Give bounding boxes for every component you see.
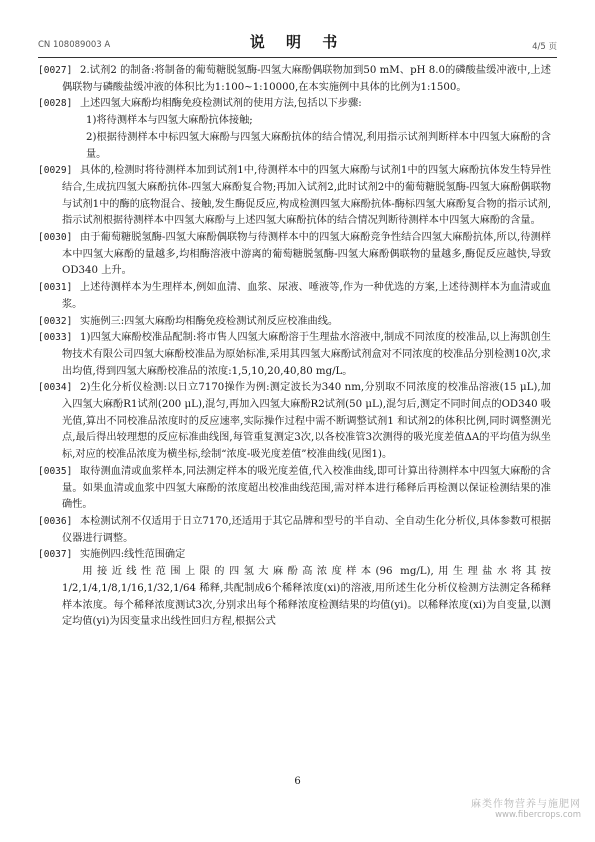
paragraph-text: 本检测试剂不仅适用于日立7170,还适用于其它品牌和型号的半自动、全自动生化分析仪,具体参数可根据仪器进行调整。 (62, 515, 551, 544)
site-watermark (471, 795, 581, 820)
paragraph-number: [0035] (38, 465, 73, 477)
paragraph-number: [0029] (38, 165, 73, 177)
paragraph-text: 用接近线性范围上限的四氢大麻酚高浓度样本(96 mg/L),用生理盐水将其按1/2,1/4,1/8,1/16,1/32,1/64 稀释,共配制成6个稀释浓度(xi)的溶液,用所述生化分析仪检测方法测定各稀释样本浓度。每个稀释浓度测试3次,分别求出每个稀释浓度检测结果的均值(yi)。以稀释浓度(xi)为自变量,以测定均值(yi)为因变量求出线性回归方程,根据公式 (62, 566, 551, 628)
paragraph (38, 464, 551, 514)
paragraph (62, 564, 551, 631)
paragraph (38, 314, 551, 331)
patent-number: CN 108089003 A (38, 40, 111, 50)
paragraph (38, 380, 551, 464)
paragraph-number: [0030] (38, 232, 73, 244)
page-number: 6 (294, 776, 301, 787)
paragraph (38, 547, 551, 564)
paragraph-number: [0027] (38, 65, 73, 76)
page-header (38, 28, 557, 56)
paragraph (38, 96, 551, 113)
paragraph (38, 280, 551, 313)
paragraph-text: 实施例三:四氢大麻酚均相酶免疫检测试剂反应校准曲线。 (80, 315, 339, 327)
watermark-site-name: 麻类作物营养与施肥网 (471, 799, 581, 810)
paragraph-text: 1)将待测样本与四氢大麻酚抗体接触; (86, 115, 253, 127)
paragraph-text: 2)根据待测样本中标四氢大麻酚与四氢大麻酚抗体的结合情况,利用指示试剂判断样本中四氢大麻酚的含量。 (86, 131, 551, 160)
page-indicator: 4/5 页 (532, 42, 557, 52)
paragraph-number: [0028] (38, 98, 73, 110)
paragraph-text: 2)生化分析仪检测:以日立7170操作为例:测定波长为340 nm,分别取不同浓度的校准品溶液(15 μL),加入四氢大麻酚R1试剂(200 μL),混匀,再加入四氢大麻酚R2试剂(50 μL),混匀后,测定不同时间点的OD340 吸光值,算出不同校准品浓度时的反应速率,实际操作过程中需不断调整试剂1 和试剂2的体积比例,同时调整测光点,最后得出较理想的反应标准曲线图,每管重复测定3次,以各校准管3次测得的吸光度差值ΔA的平均值为纵坐标,对应的校准品浓度为横坐标,绘制“浓度-吸光度差值”校准曲线(见图1)。 (62, 382, 551, 461)
paragraph-text: 2.试剂2 的制备:将制备的葡萄糖脱氢酶-四氢大麻酚偶联物加到50 mM、pH 8.0的磷酸盐缓冲液中,上述偶联物与磷酸盐缓冲液的体积比为1:100~1:10000,在本实施例中具体的比例为1:1500。 (62, 65, 551, 93)
paragraph-number: [0031] (38, 282, 73, 294)
paragraph (38, 63, 551, 96)
paragraph (38, 163, 551, 230)
paragraph (62, 113, 551, 130)
document-title: 说 明 书 (249, 33, 346, 51)
paragraph-number: [0032] (38, 315, 73, 327)
watermark-url: www.fibercrops.com (495, 810, 581, 820)
paragraph-text: 由于葡萄糖脱氢酶-四氢大麻酚偶联物与待测样本中的四氢大麻酚竞争性结合四氢大麻酚抗体,所以,待测样本中四氢大麻酚的量越多,均相酶溶液中游离的葡萄糖脱氢酶-四氢大麻酚偶联物的量越多,酶促反应越快,导致OD340 上升。 (62, 232, 551, 277)
paragraph-text: 上述四氢大麻酚均相酶免疫检测试剂的使用方法,包括以下步骤: (80, 98, 362, 110)
paragraph-text: 实施例四:线性范围确定 (80, 549, 186, 561)
header-divider (38, 57, 557, 58)
paragraph-text: 具体的,检测时将待测样本加到试剂1中,待测样本中的四氢大麻酚与试剂1中的四氢大麻酚抗体发生特异性结合,生成抗四氢大麻酚抗体-四氢大麻酚复合物;再加入试剂2,此时试剂2中的葡萄糖脱氢酶-四氢大麻酚偶联物与试剂1中的酶的底物混合、接触,发生酶促反应,构成检测四氢大麻酚抗体-酶标四氢大麻酚复合物的指示试剂,指示试剂根据待测样本中四氢大麻酚与上述四氢大麻酚抗体的结合情况判断待测样本中四氢大麻酚的含量。 (62, 165, 551, 227)
paragraph-number: [0033] (38, 332, 73, 344)
paragraph-text: 1)四氢大麻酚校准品配制:将市售人四氢大麻酚溶于生理盐水溶液中,制成不同浓度的校准品,以上海凯创生物技术有限公司四氢大麻酚校准品为原始标准,采用其四氢大麻酚试剂盒对不同浓度的校准品分别检测10次,求出均值,得到四氢大麻酚校准品的浓度:1,5,10,20,40,80 mg/L。 (62, 332, 551, 377)
paragraph (38, 230, 551, 280)
paragraph (62, 130, 551, 163)
paragraph (38, 514, 551, 547)
paragraph-text: 上述待测样本为生理样本,例如血清、血浆、尿液、唾液等,作为一种优选的方案,上述待测样本为血清或血浆。 (62, 282, 551, 310)
document-body (38, 63, 551, 631)
paragraph-number: [0036] (38, 515, 73, 527)
paragraph (38, 330, 551, 380)
paragraph-number: [0034] (38, 382, 73, 394)
paragraph-text: 取待测血清或血浆样本,同法测定样本的吸光度差值,代入校准曲线,即可计算出待测样本中四氢大麻酚的含量。如果血清或血浆中四氢大麻酚的浓度超出校准曲线范围,需对样本进行稀释后再检测以保证检测结果的准确性。 (62, 465, 551, 511)
paragraph-number: [0037] (38, 549, 73, 561)
